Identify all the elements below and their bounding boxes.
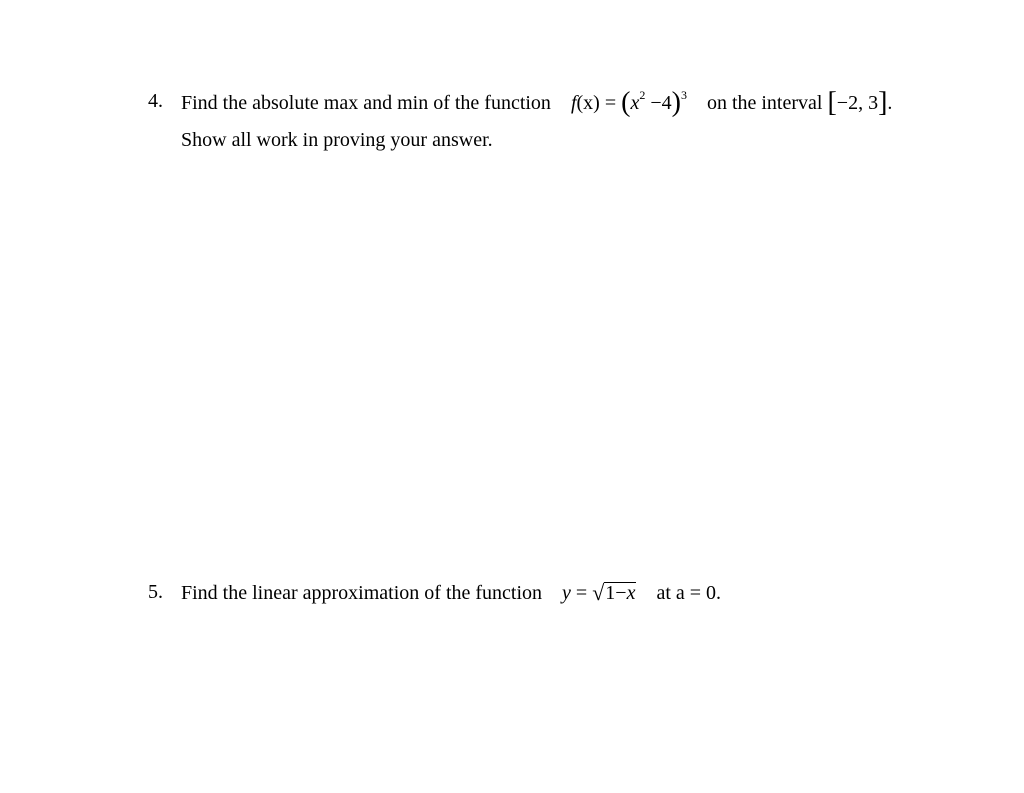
interval-text: on the interval	[706, 92, 823, 114]
radicand	[604, 582, 636, 603]
interval-values: −2, 3	[836, 92, 879, 114]
radical-sign: √	[592, 580, 605, 605]
point-text: at a = 0.	[656, 582, 722, 604]
radicand-variable: x	[626, 582, 636, 604]
close-bracket: ]	[878, 87, 888, 118]
base-variable: x	[630, 92, 640, 114]
close-paren: )	[671, 87, 681, 118]
problem-number: 4.	[148, 90, 163, 112]
function-expression	[562, 582, 641, 604]
open-paren: (	[621, 87, 631, 118]
problem-4-line-2: Show all work in proving your answer.	[181, 129, 493, 151]
problem-5-line-1	[181, 580, 721, 605]
problem-4-line-1	[181, 89, 892, 117]
radicand-minus: −	[615, 582, 627, 604]
constant: 4	[661, 92, 672, 114]
lhs-variable: y	[562, 582, 571, 604]
function-argument: (x)	[576, 92, 600, 114]
function-name: f	[570, 92, 577, 114]
inner-exponent: 2	[639, 88, 646, 102]
function-expression	[570, 87, 692, 118]
problem-4-text: Find the absolute max and min of the function	[181, 92, 551, 114]
open-bracket: [	[827, 87, 837, 118]
equals-sign: =	[575, 582, 588, 604]
equals-sign: =	[604, 92, 617, 114]
square-root	[592, 580, 636, 605]
radicand-one: 1	[605, 582, 616, 604]
outer-exponent: 3	[680, 88, 687, 102]
problem-number: 5.	[148, 581, 163, 603]
problem-5-text: Find the linear approximation of the function	[181, 582, 543, 604]
minus-sign: −	[650, 92, 662, 114]
period: .	[887, 92, 893, 114]
